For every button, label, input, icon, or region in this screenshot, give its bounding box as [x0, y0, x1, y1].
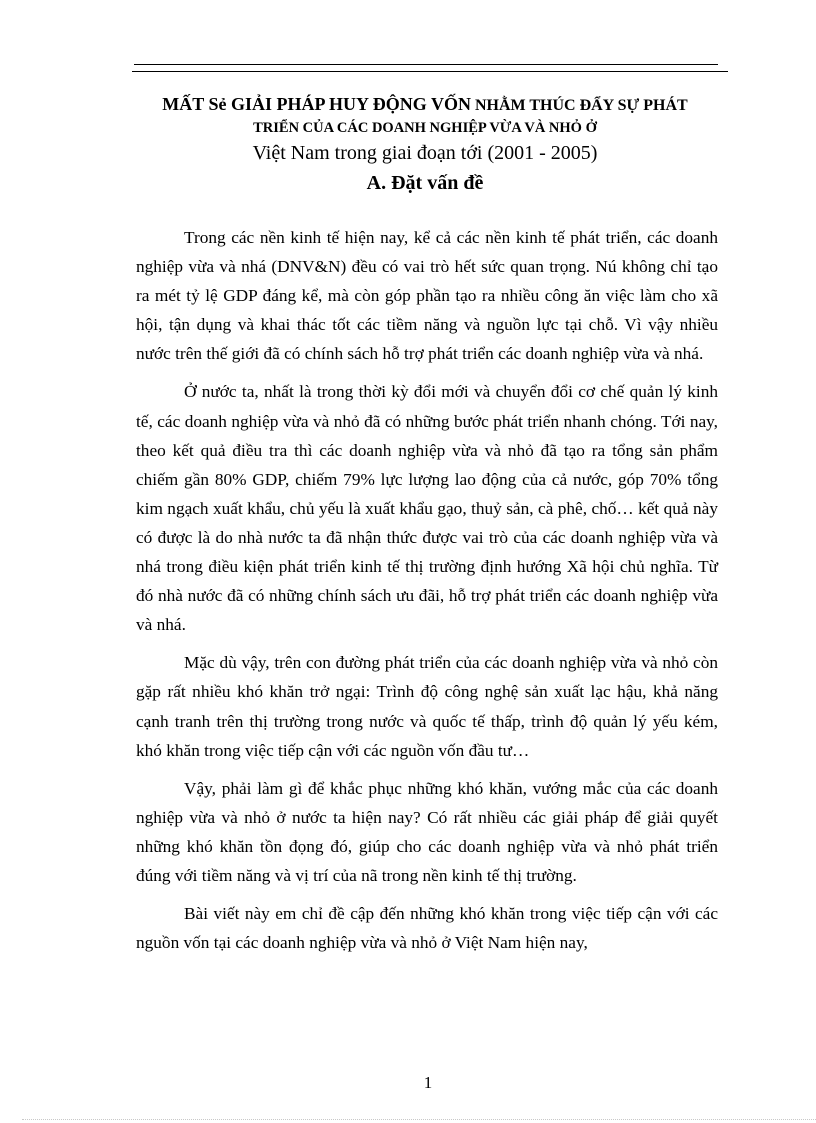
paragraph-2: Ở nước ta, nhất là trong thời kỳ đổi mới và chuyển đổi cơ chế quản lý kinh tế, các doanh nghiệp vừa và nhỏ đã có những bước phát triển nhanh chóng. Tới nay, theo kết quả điều tra thì các doanh nghiệp vừa và nhỏ đã tạo ra tổng sản phẩm chiếm gần 80% GDP, chiếm 79% lực lượng lao động của cả nước, góp 70% tổng kim ngạch xuất khẩu, chủ yếu là xuất khẩu gạo, thuỷ sản, cà phê, chố… kết quả này có được là do nhà nước ta đã nhận thức được vai trò của các doanh nghiệp vừa và nhá trong điều kiện phát triển kinh tế thị trường định hướng Xã hội chủ nghĩa. Từ đó nhà nước đã có những chính sách ưu đãi, hỗ trợ phát triển các doanh nghiệp vừa và nhá.	[136, 382, 718, 635]
title-line-1-suffix: NHẰM THÚC ĐẨY SỰ PHÁT	[470, 97, 688, 114]
body-text	[136, 223, 718, 966]
title-line-1-prefix: MẤT Sẻ GIẢI PHÁP HUY ĐỘNG VỐN	[162, 94, 471, 114]
header-rule-top	[134, 64, 718, 65]
title-line-2: TRIỂN CỦA CÁC DOANH NGHIỆP VỪA VÀ NHỎ Ở	[253, 120, 597, 136]
title-line-1	[100, 93, 750, 117]
title-line-3: Việt Nam trong giai đoạn tới (2001 - 2005)	[252, 142, 598, 164]
section-heading: A. Đặt vấn đề	[366, 172, 484, 194]
header-rule-bottom	[132, 71, 728, 72]
document-title	[100, 93, 750, 199]
paragraph-5: Bài viết này em chỉ đề cập đến những khó khăn trong việc tiếp cận với các nguồn vốn tại các doanh nghiệp vừa và nhỏ ở Việt Nam hiện nay,	[136, 904, 718, 953]
paragraph-1: Trong các nền kinh tế hiện nay, kể cả các nền kinh tế phát triển, các doanh nghiệp vừa và nhá (DNV&N) đều có vai trò hết sức quan trọng. Nú không chỉ tạo ra mét tỷ lệ GDP đáng kể, mà còn góp phần tạo ra nhiều công ăn việc làm cho xã hội, tận dụng và khai thác tốt các tiềm năng và nguồn lực tại chỗ. Vì vậy nhiều nước trên thế giới đã có chính sách hỗ trợ phát triển các doanh nghiệp vừa và nhá.	[136, 228, 718, 364]
paragraph-3: Mặc dù vậy, trên con đường phát triển của các doanh nghiệp vừa và nhỏ còn gặp rất nhiều khó khăn trở ngại: Trình độ công nghệ sản xuất lạc hậu, khả năng cạnh tranh trên thị trường trong nước và quốc tế thấp, trình độ quản lý yếu kém, khó khăn trong việc tiếp cận với các nguồn vốn đầu tư…	[136, 653, 718, 760]
paragraph-4: Vậy, phải làm gì để khắc phục những khó khăn, vướng mắc của các doanh nghiệp vừa và nhỏ ở nước ta hiện nay? Có rất nhiều các giải pháp để giải quyết những khó khăn tồn đọng đó, giúp cho các doanh nghiệp vừa và nhỏ phát triển đúng với tiềm năng và vị trí của nã trong nền kinh tế thị trường.	[136, 778, 718, 885]
page-number: 1	[423, 1073, 433, 1092]
page-edge-divider	[22, 1119, 816, 1120]
